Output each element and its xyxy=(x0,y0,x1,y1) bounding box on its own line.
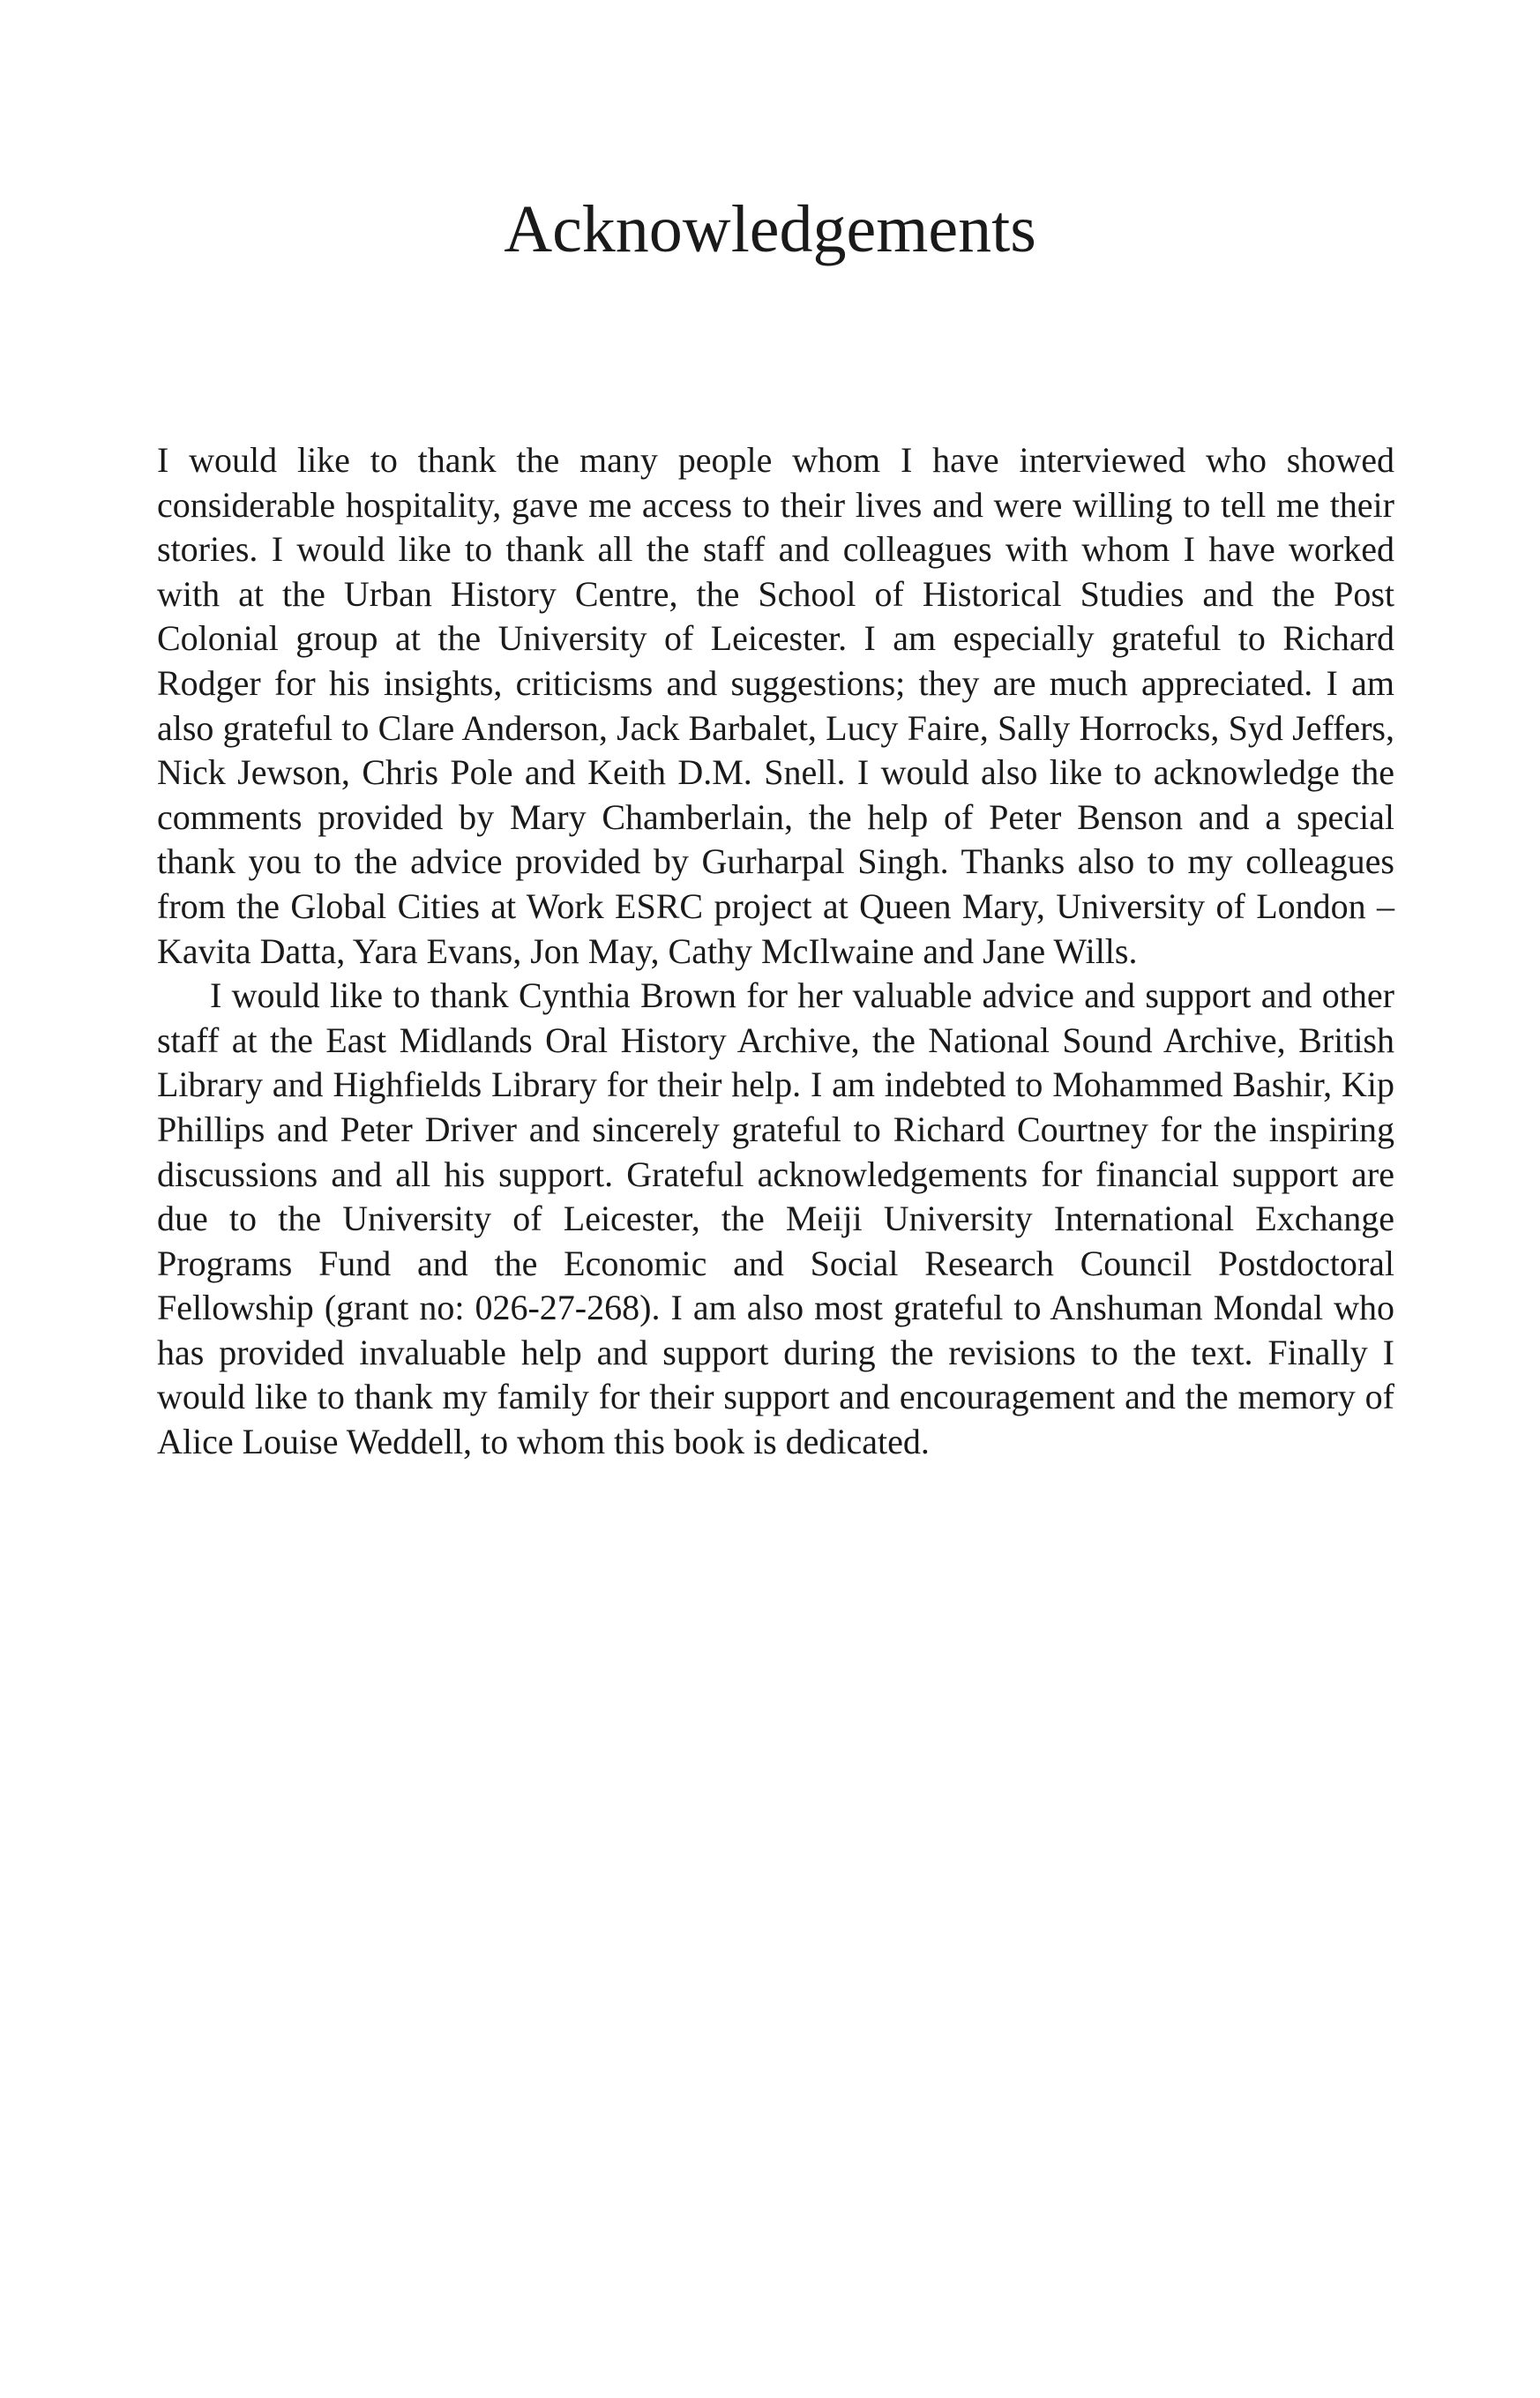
paragraph-2: I would like to thank Cynthia Brown for her valuable advice and support and other staff at the East Midlands Oral History Archive, the National Sound Archive, British Library and Highfields Library for their help. I am indebted to Mohammed Bashir, Kip Phillips and Peter Driver and sincerely grateful to Richard Courtney for the inspiring discussions and all his support. Grateful acknowledgements for financial support are due to the University of Leicester, the Meiji University International Exchange Programs Fund and the Economic and Social Research Council Postdoctoral Fellowship (grant no: 026-27-268). I am also most grateful to Anshuman Mondal who has provided invaluable help and support during the revisions to the text. Finally I would like to thank my family for their support and encouragement and the memory of Alice Louise Weddell, to whom this book is dedicated. xyxy=(157,975,1394,1462)
page-title: Acknowledgements xyxy=(504,192,1036,266)
paragraph-1: I would like to thank the many people whom I have interviewed who showed considerable hospitality, gave me access to their lives and were willing to tell me their stories. I would like to thank all the staff and colleagues with whom I have worked with at the Urban History Centre, the School of Historical Studies and the Post Colonial group at the University of Leicester. I am especially grateful to Richard Rodger for his insights, criticisms and suggestions; they are much appreciated. I am also grateful to Clare Anderson, Jack Barbalet, Lucy Faire, Sally Horrocks, Syd Jeffers, Nick Jewson, Chris Pole and Keith D.M. Snell. I would also like to acknowledge the comments provided by Mary Chamberlain, the help of Peter Benson and a special thank you to the advice provided by Gurharpal Singh. Thanks also to my colleagues from the Global Cities at Work ESRC project at Queen Mary, University of London – Kavita Datta, Yara Evans, Jon May, Cathy McIlwaine and Jane Wills. xyxy=(157,440,1394,971)
acknowledgements-body xyxy=(157,438,1394,1465)
